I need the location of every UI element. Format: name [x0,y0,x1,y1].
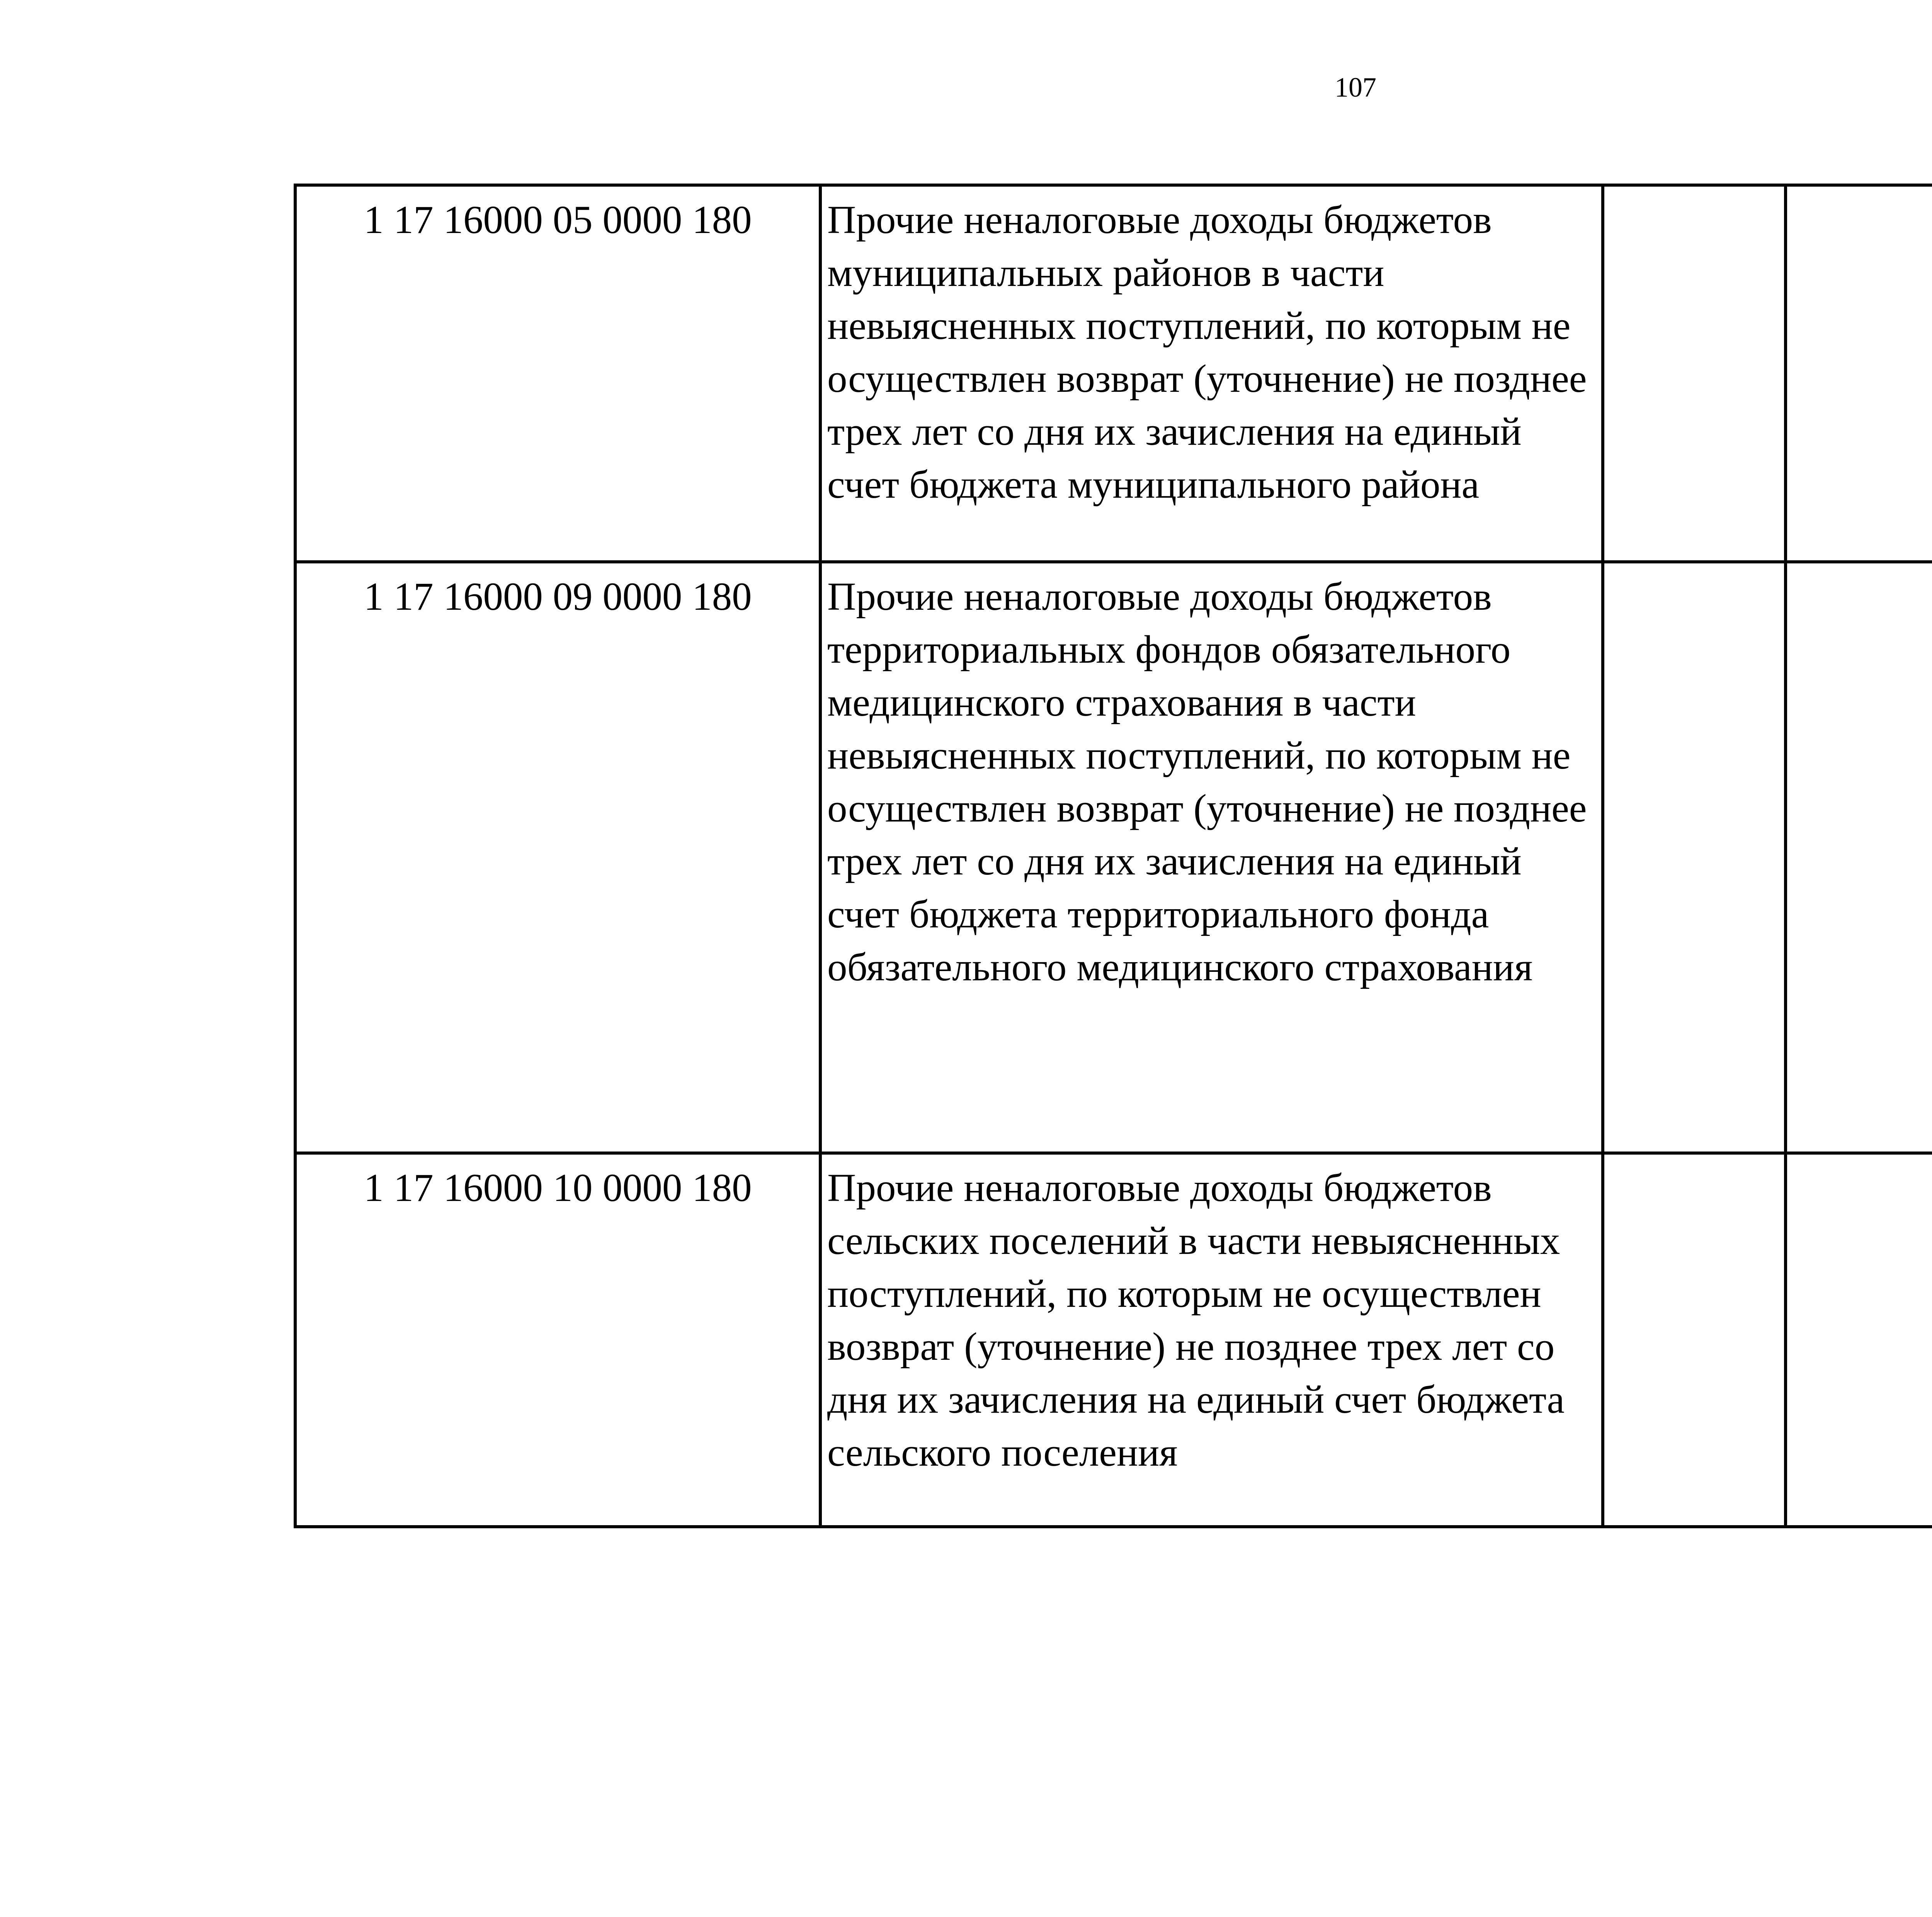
budget-share-cell [1603,1153,1786,1527]
budget-share-cell [1786,562,1932,1153]
table-row [295,185,1932,562]
revenue-classification-table [294,184,1932,1528]
revenue-description-cell: Прочие неналоговые доходы бюджетов сельских поселений в части невыясненных поступлений, по которым не осуществлен возврат (уточнение) не позднее трех лет со дня их зачисления на единый счет бюджета сельского поселения [820,1153,1603,1527]
table-row [295,1153,1932,1527]
budget-share-cell [1786,1153,1932,1527]
revenue-code-cell: 1 17 16000 10 0000 180 [295,1153,820,1527]
revenue-description-cell: Прочие неналоговые доходы бюджетов территориальных фондов обязательного медицинского страхования в части невыясненных поступлений, по которым не осуществлен возврат (уточнение) не позднее трех лет со дня их зачисления на единый счет бюджета территориального фонда обязательного медицинского страхования [820,562,1603,1153]
revenue-code-cell: 1 17 16000 09 0000 180 [295,562,820,1153]
budget-share-cell [1786,185,1932,562]
revenue-code-cell: 1 17 16000 05 0000 180 [295,185,820,562]
revenue-description-cell: Прочие неналоговые доходы бюджетов муниципальных районов в части невыясненных поступлений, по которым не осуществлен возврат (уточнение) не позднее трех лет со дня их зачисления на единый счет бюджета муниципального района [820,185,1603,562]
page-number: 107 [1335,72,1376,103]
budget-share-cell [1603,562,1786,1153]
budget-share-cell [1603,185,1786,562]
table-row [295,562,1932,1153]
